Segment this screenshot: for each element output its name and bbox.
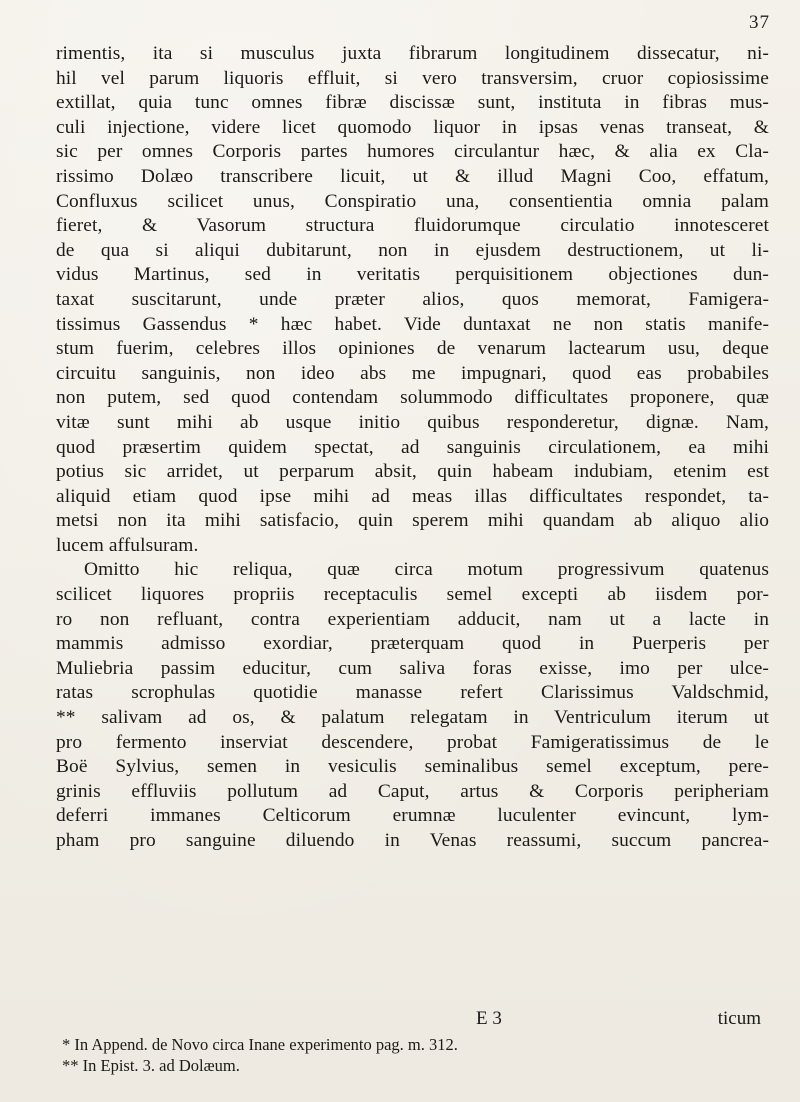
text-line: Boë Sylvius, semen in vesiculis seminalibus semel exceptum, pere- <box>56 756 769 778</box>
text-line: de qua si aliqui dubitarunt, non in ejusdem destructionem, ut li- <box>56 239 769 261</box>
page-number: 37 <box>749 12 770 33</box>
text-line: taxat suscitarunt, unde præter alios, quos memorat, Famigera- <box>56 288 769 310</box>
text-line: sic per omnes Corporis partes humores circulantur hæc, & alia ex Cla- <box>56 141 769 163</box>
text-line: extillat, quia tunc omnes fibræ discissæ sunt, instituta in fibras mus- <box>56 92 769 114</box>
text-line: ratas scrophulas quotidie manasse refert Clarissimus Valdschmid, <box>56 682 769 704</box>
catchword: ticum <box>717 1008 761 1029</box>
text-line: circuitu sanguinis, non ideo abs me impugnari, quod eas probabiles <box>56 362 769 384</box>
text-line: mammis admisso exordiar, præterquam quod in Puerperis per <box>56 633 769 655</box>
text-line: scilicet liquores propriis receptaculis semel excepti ab iisdem por- <box>56 584 769 606</box>
text-line: lucem affulsuram. <box>56 534 199 556</box>
text-line: Muliebria passim educitur, cum saliva foras exisse, imo per ulce- <box>56 657 769 679</box>
text-line: culi injectione, videre licet quomodo liquor in ipsas venas transeat, & <box>56 116 769 138</box>
text-line: Confluxus scilicet unus, Conspiratio una, consentientia omnia palam <box>56 190 769 212</box>
footer-block <box>56 1008 769 1076</box>
text-line: fieret, & Vasorum structura fluidorumque circulatio innotesceret <box>56 215 769 237</box>
text-line: vidus Martinus, sed in veritatis perquisitionem objectiones dun- <box>56 264 769 286</box>
text-line: aliquid etiam quod ipse mihi ad meas illas difficultates respondet, ta- <box>56 485 769 507</box>
text-line: hil vel parum liquoris effluit, si vero transversim, cruor copiosissime <box>56 67 769 89</box>
text-line: tissimus Gassendus * hæc habet. Vide duntaxat ne non statis manife- <box>56 313 769 335</box>
text-line: ** salivam ad os, & palatum relegatam in Ventriculum iterum ut <box>56 707 769 729</box>
text-line: stum fuerim, celebres illos opiniones de venarum lactearum usu, deque <box>56 338 769 360</box>
text-line: Omitto hic reliqua, quæ circa motum progressivum quatenus <box>84 559 769 581</box>
text-line: metsi non ita mihi satisfacio, quin sperem mihi quandam ab aliquo alio <box>56 510 769 532</box>
text-line: ro non refluant, contra experientiam adducit, nam ut a lacte in <box>56 608 769 630</box>
footnote: * In Append. de Novo circa Inane experimento pag. m. 312. <box>62 1035 458 1054</box>
text-line: deferri immanes Celticorum erumnæ luculenter evincunt, lym- <box>56 805 769 827</box>
signature-mark: E 3 <box>476 1008 502 1029</box>
signature-line <box>56 1008 769 1034</box>
text-line: vitæ sunt mihi ab usque initio quibus responderetur, dignæ. Nam, <box>56 411 769 433</box>
text-line: potius sic arridet, ut perparum absit, quin habeam indubiam, etenim est <box>56 461 769 483</box>
footnote: ** In Epist. 3. ad Dolæum. <box>62 1056 240 1075</box>
text-line: rimentis, ita si musculus juxta fibrarum longitudinem dissecatur, ni- <box>56 43 769 64</box>
body-text <box>56 42 769 854</box>
text-line: pham pro sanguine diluendo in Venas reassumi, succum pancrea- <box>56 830 769 851</box>
text-line: quod præsertim quidem spectat, ad sanguinis circulationem, ea mihi <box>56 436 769 458</box>
text-line: pro fermento inserviat descendere, probat Famigeratissimus de le <box>56 731 769 753</box>
text-line: grinis effluviis pollutum ad Caput, artus & Corporis peripheriam <box>56 780 769 802</box>
text-line: rissimo Dolæo transcribere licuit, ut & illud Magni Coo, effatum, <box>56 165 769 187</box>
text-line: non putem, sed quod contendam solummodo difficultates proponere, quæ <box>56 387 769 409</box>
